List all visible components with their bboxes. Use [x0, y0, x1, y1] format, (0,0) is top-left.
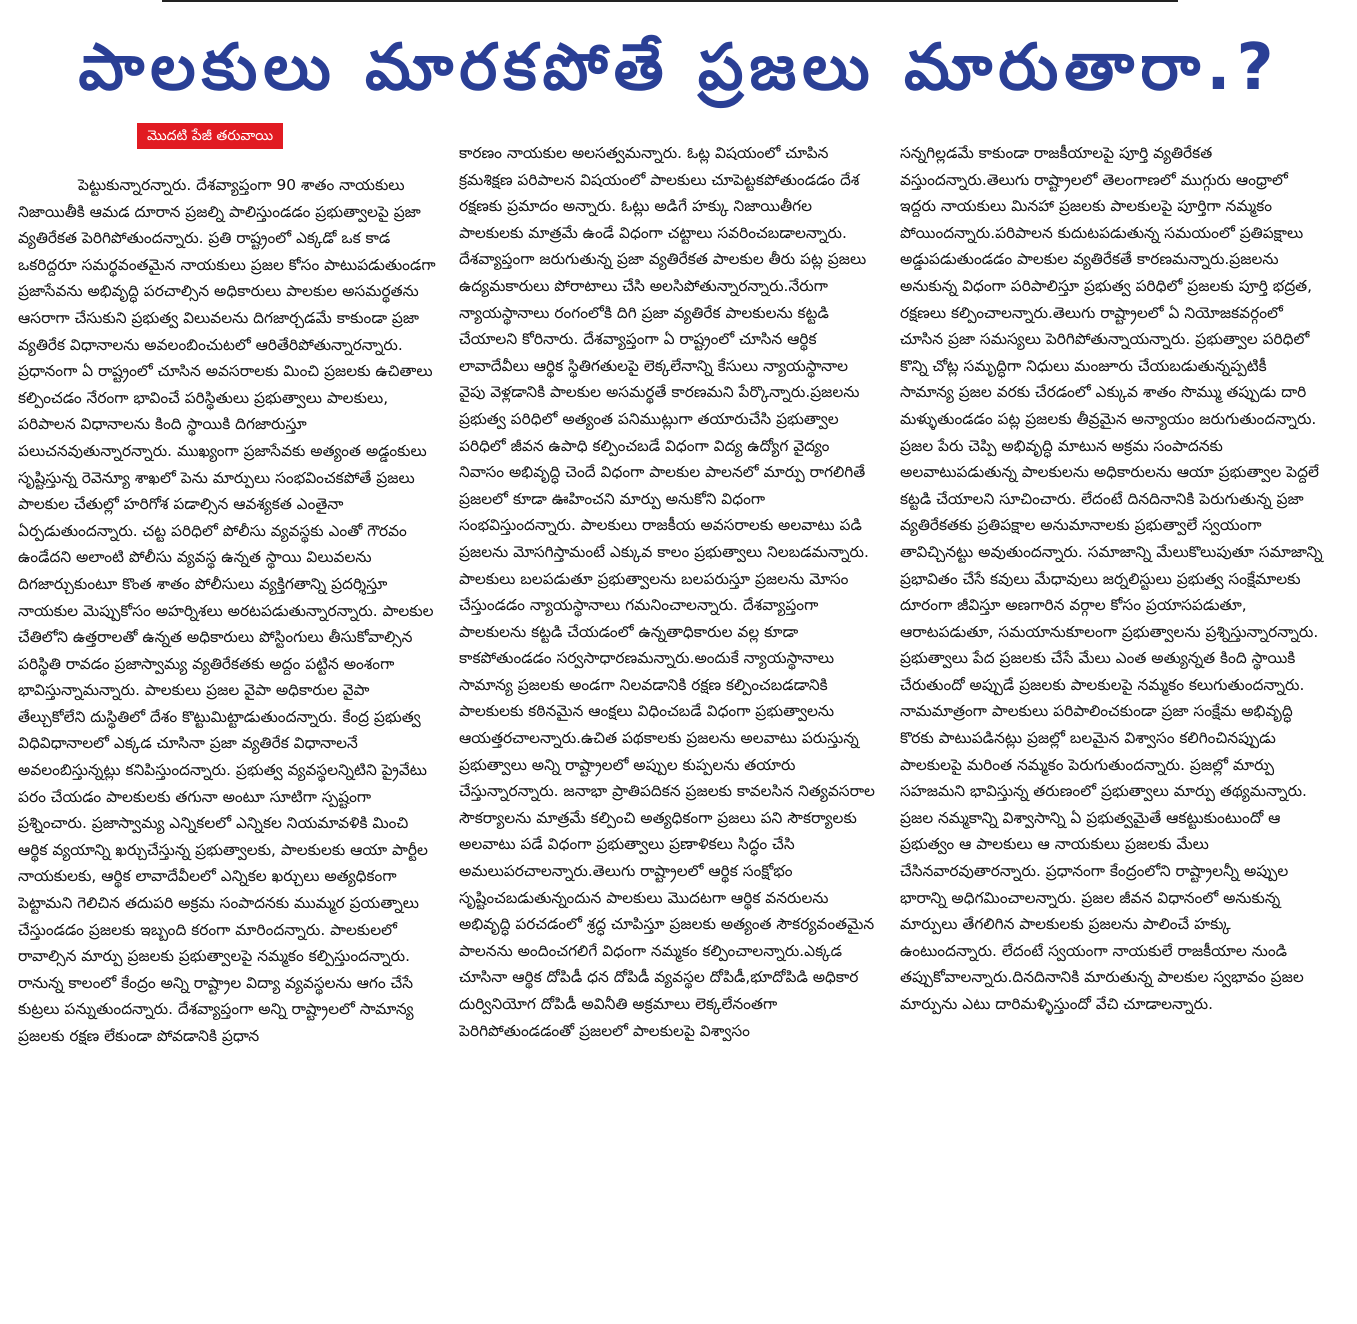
article-column-3: [900, 140, 1325, 1290]
column-2-text: కారణం నాయకుల అలసత్వమన్నారు. ఓట్ల విషయంలో చూపిన క్రమశిక్షణ పరిపాలన విషయంలో పాలకులు చూపెట్టకపోతుండడం దేశ రక్షణకు ప్రమాదం అన్నారు. ఓట్లు అడిగే హక్కు నిజాయితీగల పాలకులకు మాత్రమే ఉండే విధంగా చట్టాలు సవరించబడాలన్నారు. దేశవ్యాప్తంగా జరుగుతున్న ప్రజా వ్యతిరేకత పాలకుల తీరు పట్ల ప్రజలు ఉద్యమకారులు పోరాటాలు చేసి అలసిపోతున్నారన్నారు.నేరుగా న్యాయస్థానాలు రంగంలోకి దిగి ప్రజా వ్యతిరేక పాలకులను కట్టడి చేయాలని కోరినారు. దేశవ్యాప్తంగా ఏ రాష్ట్రంలో చూసిన ఆర్థిక లావాదేవీలు ఆర్థిక స్థితిగతులపై లెక్కలేనాన్ని కేసులు న్యాయస్థానాల వైపు వెళ్లడానికి పాలకుల అసమర్థతే కారణమని పేర్కొన్నారు.ప్రజలను ప్రభుత్వ పరిధిలో అత్యంత పనిముట్లుగా తయారుచేసి ప్రభుత్వాల పరిధిలో జీవన ఉపాధి కల్పించబడే విధంగా విద్య ఉద్యోగ వైద్యం నివాసం అభివృద్ధి చెందే విధంగా పాలకుల పాలనలో మార్పు రాగలిగితే ప్రజలలో కూడా ఊహించని మార్పు అనుకోని విధంగా సంభవిస్తుందన్నారు. పాలకులు రాజకీయ అవసరాలకు అలవాటు పడి ప్రజలను మోసగిస్తామంటే ఎక్కువ కాలం ప్రభుత్వాలు నిలబడమన్నారు. పాలకులు బలపడుతూ ప్రభుత్వాలను బలపరుస్తూ ప్రజలను మోసం చేస్తుండడం న్యాయస్థానాలు గమనించాలన్నారు. దేశవ్యాప్తంగా పాలకులను కట్టడి చేయడంలో ఉన్నతాధికారుల వల్ల కూడా కాకపోతుండడం సర్వసాధారణమన్నారు.అందుకే న్యాయస్థానాలు సామాన్య ప్రజలకు అండగా నిలవడానికి రక్షణ కల్పించబడడానికి పాలకులకు కఠినమైన ఆంక్షలు విధించబడే విధంగా ప్రభుత్వాలను ఆయత్తరచాలన్నారు.ఉచిత పథకాలకు ప్రజలను అలవాటు పరుస్తున్న ప్రభుత్వాలు అన్ని రాష్ట్రాలలో అప్పుల కుప్పలను తయారు చేస్తున్నారన్నారు. జనాభా ప్రాతిపదికన ప్రజలకు కావలసిన నిత్యవసరాల సౌకర్యాలను మాత్రమే కల్పించి అత్యధికంగా ప్రజలు పని సౌకర్యాలకు అలవాటు పడే విధంగా ప్రభుత్వాలు ప్రణాళికలు సిద్ధం చేసి అమలుపరచాలన్నారు.తెలుగు రాష్ట్రాలలో ఆర్థిక సంక్షోభం సృష్టించబడుతున్నందున పాలకులు మొదటగా ఆర్థిక వనరులను అభివృద్ధి పరచడంలో శ్రద్ధ చూపిస్తూ ప్రజలకు అత్యంత సౌకర్యవంతమైన పాలనను అందించగలిగే విధంగా నమ్మకం కల్పించాలన్నారు.ఎక్కడ చూసినా ఆర్థిక దోపిడీ ధన దోపిడీ వ్యవస్థల దోపిడీ,భూదోపిడి అధికార దుర్వినియోగ దోపిడీ అవినీతి అక్రమాలు లెక్కలేనంతగా పెరిగిపోతుండడంతో ప్రజలలో పాలకులపై విశ్వాసం: [459, 144, 875, 1040]
column-1-text: పెట్టుకున్నారన్నారు. దేశవ్యాప్తంగా 90 శాతం నాయకులు నిజాయితీకి ఆమడ దూరాన ప్రజల్ని పాలిస్తుండడం ప్రభుత్వాలపై ప్రజా వ్యతిరేకత పెరిగిపోతుందన్నారు. ప్రతి రాష్ట్రంలో ఎక్కడో ఒక కాడ ఒకరిద్దరూ సమర్థవంతమైన నాయకులు ప్రజల కోసం పాటుపడుతుండగా ప్రజాసేవను అభివృద్ధి పరచాల్సిన అధికారులు పాలకుల అసమర్థతను ఆసరాగా చేసుకుని ప్రభుత్వ విలువలను దిగజార్చడమే కాకుండా ప్రజా వ్యతిరేక విధానాలను అవలంబించుటలో ఆరితేరిపోతున్నారన్నారు. ప్రధానంగా ఏ రాష్ట్రంలో చూసిన అవసరాలకు మించి ప్రజలకు ఉచితాలు కల్పించడం నేరంగా భావించే పరిస్థితులు ప్రభుత్వాలు పాలకులు, పరిపాలన విధానాలను కింది స్థాయికి దిగజారుస్తూ పలుచనవుతున్నారన్నారు. ముఖ్యంగా ప్రజాసేవకు అత్యంత అడ్డంకులు సృష్టిస్తున్న రెవెన్యూ శాఖలో పెను మార్పులు సంభవించకపోతే ప్రజలు పాలకుల చేతుల్లో హరిగోశ పడాల్సిన ఆవశ్యకత ఎంతైనా ఏర్పడుతుందన్నారు. చట్ట పరిధిలో పోలీసు వ్యవస్థకు ఎంతో గౌరవం ఉండేదని అలాంటి పోలీసు వ్యవస్థ ఉన్నత స్థాయి విలువలను దిగజార్చుకుంటూ కొంత శాతం పోలీసులు వ్యక్తిగతాన్ని ప్రదర్శిస్తూ నాయకుల మెప్పుకోసం అహర్నిశలు అరటపడుతున్నారన్నారు. పాలకుల చేతిలోని ఉత్తరాలతో ఉన్నత అధికారులు పోస్టింగులు తీసుకోవాల్సిన పరిస్థితి రావడం ప్రజాస్వామ్య వ్యతిరేకతకు అద్దం పట్టిన అంశంగా భావిస్తున్నామన్నారు. పాలకులు ప్రజల వైపా అధికారుల వైపా తేల్చుకోలేని దుస్థితిలో దేశం కొట్టుమిట్టాడుతుందన్నారు. కేంద్ర ప్రభుత్వ విధివిధానాలలో ఎక్కడ చూసినా ప్రజా వ్యతిరేక విధానాలనే అవలంబిస్తున్నట్లు కనిపిస్తుందన్నారు. ప్రభుత్వ వ్యవస్థలన్నిటిని ప్రైవేటు పరం చేయడం పాలకులకు తగునా అంటూ సూటిగా స్పష్టంగా ప్రశ్నించారు. ప్రజాస్వామ్య ఎన్నికలలో ఎన్నికల నియమావళికి మించి ఆర్థిక వ్యయాన్ని ఖర్చుచేస్తున్న ప్రభుత్వాలకు, పాలకులకు ఆయా పార్టీల నాయకులకు, ఆర్థిక లావాదేవీలలో ఎన్నికల ఖర్చులు అత్యధికంగా పెట్టామని గెలిచిన తదుపరి అక్రమ సంపాదనకు ముమ్మర ప్రయత్నాలు చేస్తుండడం ప్రజలకు ఇబ్బంది కరంగా మారిందన్నారు. పాలకులలో రావాల్సిన మార్పు ప్రజలకు ప్రభుత్వాలపై నమ్మకం కల్పిస్తుందన్నారు. రానున్న కాలంలో కేంద్రం అన్ని రాష్ట్రాల విద్యా వ్యవస్థలను ఆగం చేసే కుట్రలు పన్నుతుందన్నారు. దేశవ్యాప్తంగా అన్ని రాష్ట్రాలలో సామాన్య ప్రజలకు రక్షణ లేకుండా పోవడానికి ప్రధాన: [18, 176, 436, 1045]
continued-badge: మొదటి పేజీ తరువాయి: [137, 123, 283, 149]
top-rule: [162, 0, 1178, 2]
column-3-text: సన్నగిల్లడమే కాకుండా రాజకీయాలపై పూర్తి వ్యతిరేకత వస్తుందన్నారు.తెలుగు రాష్ట్రాలలో తెలంగాణలో ముగ్గురు ఆంధ్రాలో ఇద్దరు నాయకులు మినహా ప్రజలకు పాలకులపై పూర్తిగా నమ్మకం పోయిందన్నారు.పరిపాలన కుదుటపడుతున్న సమయంలో ప్రతిపక్షాలు అడ్డుపడుతుండడం పాలకుల వ్యతిరేకతే కారణమన్నారు.ప్రజలను అనుకున్న విధంగా పరిపాలిస్తూ ప్రభుత్వ పరిధిలో ప్రజలకు పూర్తి భద్రత, రక్షణలు కల్పించాలన్నారు.తెలుగు రాష్ట్రాలలో ఏ నియోజకవర్గంలో చూసిన ప్రజా సమస్యలు పెరిగిపోతున్నాయన్నారు. ప్రభుత్వాల పరిధిలో కొన్ని చోట్ల సమృద్ధిగా నిధులు మంజూరు చేయబడుతున్నప్పటికీ సామాన్య ప్రజల వరకు చేరడంలో ఎక్కువ శాతం సొమ్ము తప్పుడు దారి మళ్ళుతుండడం పట్ల ప్రజలకు తీవ్రమైన అన్యాయం జరుగుతుందన్నారు. ప్రజల పేరు చెప్పి అభివృద్ధి మాటున అక్రమ సంపాదనకు అలవాటుపడుతున్న పాలకులను అధికారులను ఆయా ప్రభుత్వాల పెద్దలే కట్టడి చేయాలని సూచించారు. లేదంటే దినదినానికి పెరుగుతున్న ప్రజా వ్యతిరేకతకు ప్రతిపక్షాల అనుమానాలకు ప్రభుత్వాలే స్వయంగా తావిచ్చినట్టు అవుతుందన్నారు. సమాజాన్ని మేలుకొలుపుతూ సమాజాన్ని ప్రభావితం చేసే కవులు మేధావులు జర్నలిస్టులు ప్రభుత్వ సంక్షేమాలకు దూరంగా జీవిస్తూ అణగారిన వర్గాల కోసం ప్రయాసపడుతూ, ఆరాటపడుతూ, సమయానుకూలంగా ప్రభుత్వాలను ప్రశ్నిస్తున్నారన్నారు. ప్రభుత్వాలు పేద ప్రజలకు చేసే మేలు ఎంత అత్యున్నత కింది స్థాయికి చేరుతుందో అప్పుడే ప్రజలకు పాలకులపై నమ్మకం కలుగుతుందన్నారు. నామమాత్రంగా పాలకులు పరిపాలించకుండా ప్రజా సంక్షేమ అభివృద్ధి కొరకు పాటుపడినట్లు ప్రజల్లో బలమైన విశ్వాసం కలిగించినప్పుడు పాలకులపై మరింత నమ్మకం పెరుగుతుందన్నారు. ప్రజల్లో మార్పు సహజమని భావిస్తున్న తరుణంలో ప్రభుత్వాలు మార్పు తథ్యమన్నారు. ప్రజల నమ్మకాన్ని విశ్వాసాన్ని ఏ ప్రభుత్వమైతే ఆకట్టుకుంటుందో ఆ ప్రభుత్వం ఆ పాలకులు ఆ నాయకులు ప్రజలకు మేలు చేసినవారవుతారన్నారు. ప్రధానంగా కేంద్రంలోని రాష్ట్రాలన్నీ అప్పుల భారాన్ని అధిగమించాలన్నారు. ప్రజల జీవన విధానంలో అనుకున్న మార్పులు తేగలిగిన పాలకులకు ప్రజలను పాలించే హక్కు ఉంటుందన్నారు. లేదంటే స్వయంగా నాయకులే రాజకీయాల నుండి తప్పుకోవాలన్నారు.దినదినానికి మారుతున్న పాలకుల స్వభావం ప్రజల మార్పును ఎటు దారిమళ్ళిస్తుందో వేచి చూడాలన్నారు.: [900, 144, 1323, 1013]
headline: పాలకులు మారకపోతే ప్రజలు మారుతారా.?: [78, 31, 1280, 105]
article-column-1: [18, 172, 438, 1322]
article-column-2: [459, 140, 877, 1290]
